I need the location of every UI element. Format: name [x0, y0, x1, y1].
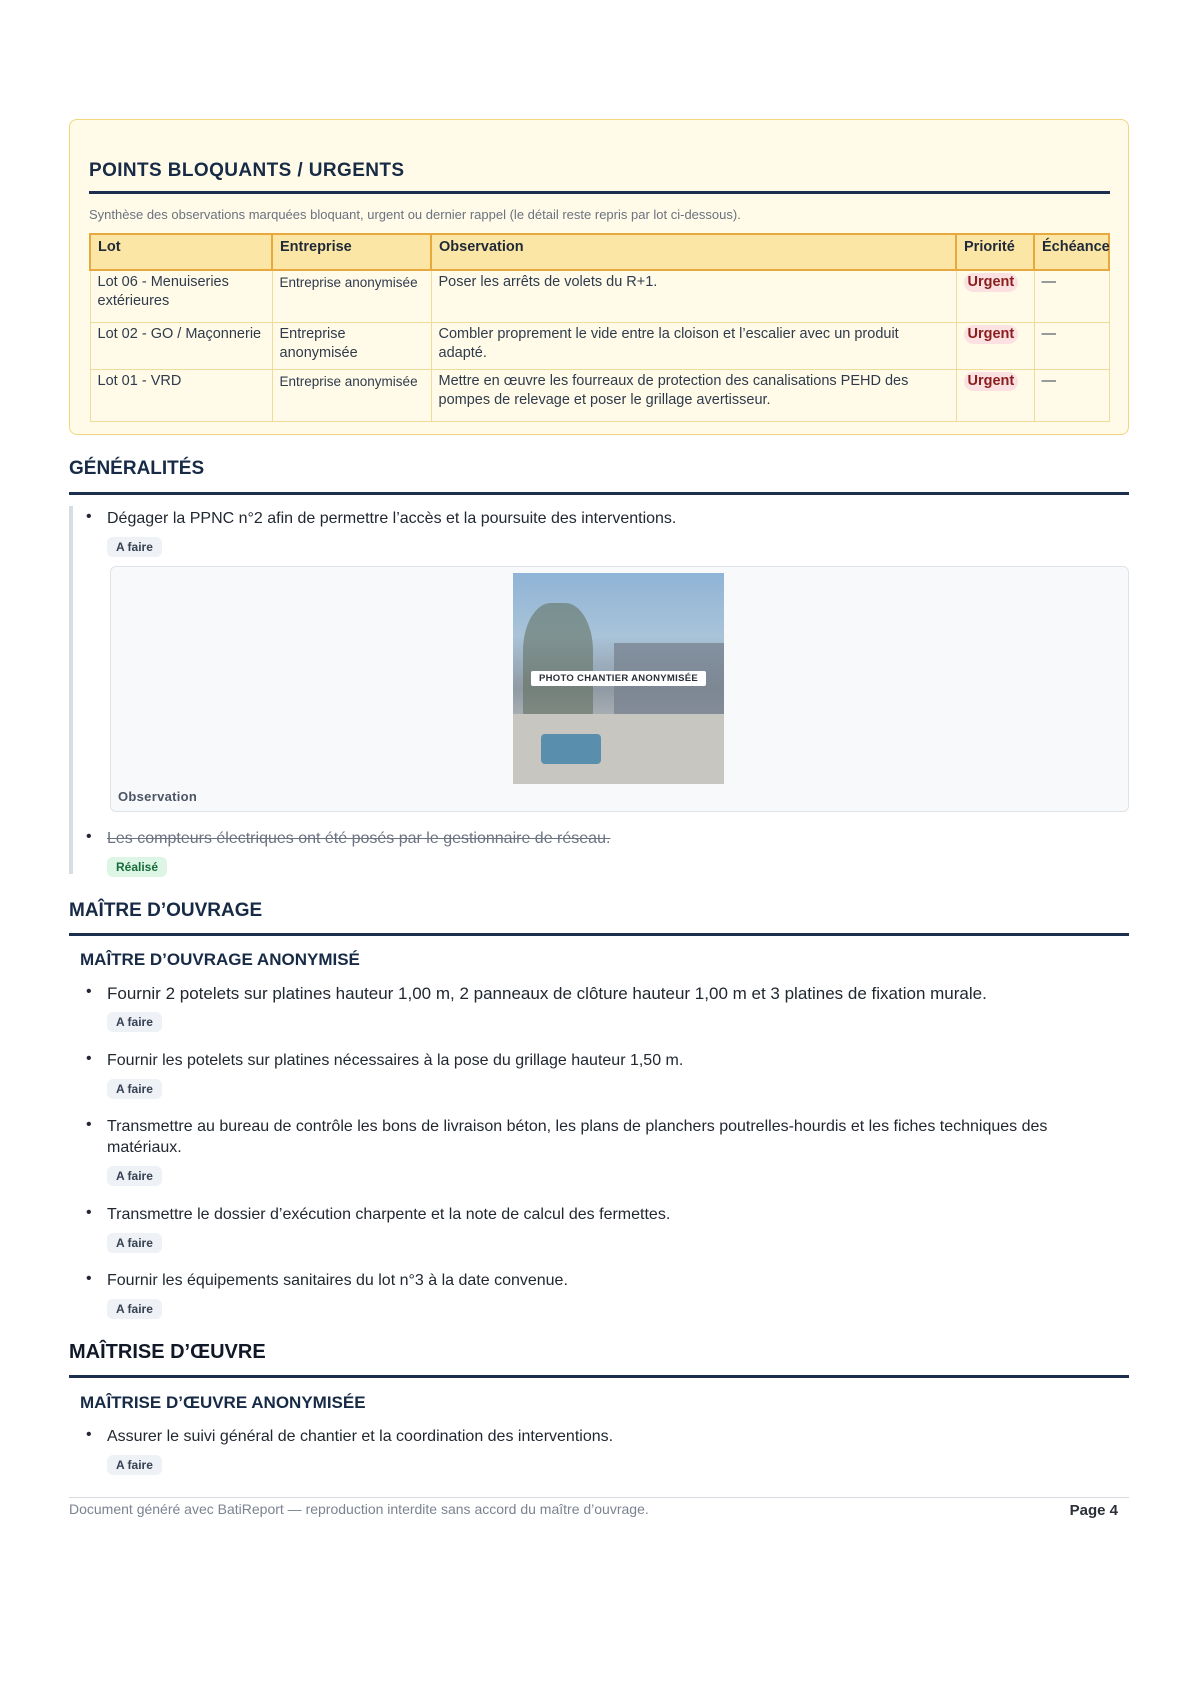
cell-priorite [956, 270, 1034, 322]
cell-entreprise: Entreprise anonymisée [272, 369, 431, 421]
photo-caption: Observation [118, 789, 198, 804]
table-header-row [90, 234, 1109, 270]
cell-priorite [956, 322, 1034, 369]
bullet: • [86, 1270, 92, 1287]
item-text: Transmettre au bureau de contrôle les bons de livraison béton, les plans de planchers poutrelles-hourdis et les fiches techniques des matériaux. [107, 1118, 1048, 1156]
photo-object-shape [541, 734, 601, 764]
table-row [90, 322, 1109, 369]
list-item [86, 983, 1126, 1032]
column-header-lot: Lot [90, 234, 272, 270]
status-badge: A faire [107, 1299, 162, 1319]
cell-observation: Poser les arrêts de volets du R+1. [431, 270, 956, 322]
section-title-moa: MAÎTRE D’OUVRAGE [69, 900, 263, 921]
bullet: • [86, 1050, 92, 1067]
photo-label: PHOTO CHANTIER ANONYMISÉE [531, 671, 706, 686]
table-row [90, 369, 1109, 421]
footer-text: Document généré avec BatiReport — reproduction interdite sans accord du maître d’ouvrage. [69, 1501, 649, 1517]
item-text: Fournir 2 potelets sur platines hauteur 1,00 m, 2 panneaux de clôture hauteur 1,00 m et 3 platines de fixation murale. [107, 984, 987, 1003]
status-badge: A faire [107, 1079, 162, 1099]
status-badge: A faire [107, 1455, 162, 1475]
item-text: Assurer le suivi général de chantier et la coordination des interventions. [107, 1428, 614, 1445]
list-item [86, 1050, 1126, 1099]
item-text: Transmettre le dossier d’exécution charpente et la note de calcul des fermettes. [107, 1206, 671, 1223]
item-text: Dégager la PPNC n°2 afin de permettre l’accès et la poursuite des interventions. [107, 510, 677, 527]
urgent-badge: Urgent [964, 325, 1019, 344]
cell-entreprise: Entreprise anonymisée [272, 270, 431, 322]
list-item [86, 1426, 1126, 1475]
list-item [86, 1204, 1126, 1253]
cell-entreprise: Entreprise anonymisée [272, 322, 431, 369]
list-item [86, 1270, 1126, 1319]
item-text: Fournir les équipements sanitaires du lot n°3 à la date convenue. [107, 1272, 568, 1289]
photo-card [110, 566, 1129, 812]
status-badge: A faire [107, 1012, 162, 1032]
cell-echeance: — [1034, 369, 1109, 421]
item-text: Les compteurs électriques ont été posés par le gestionnaire de réseau. [107, 830, 611, 847]
bullet: • [86, 1426, 92, 1443]
bullet: • [86, 1204, 92, 1221]
blocking-points-panel [69, 119, 1129, 435]
column-header-observation: Observation [431, 234, 956, 270]
cell-lot: Lot 01 - VRD [90, 369, 272, 421]
cell-echeance: — [1034, 270, 1109, 322]
list-item [86, 1116, 1126, 1186]
column-header-entreprise: Entreprise [272, 234, 431, 270]
cell-observation: Combler proprement le vide entre la cloison et l’escalier avec un produit adapté. [431, 322, 956, 369]
section-divider [69, 933, 1129, 936]
item-text: Fournir les potelets sur platines nécessaires à la pose du grillage hauteur 1,50 m. [107, 1052, 684, 1069]
section-left-bar [69, 506, 73, 874]
subsection-title-moa: MAÎTRE D’OUVRAGE ANONYMISÉ [80, 950, 360, 969]
column-header-echeance: Échéance [1034, 234, 1109, 270]
table-row [90, 270, 1109, 322]
list-item [86, 828, 1126, 877]
list-item [86, 508, 1126, 557]
blocking-points-title: POINTS BLOQUANTS / URGENTS [89, 160, 405, 181]
bullet: • [86, 1116, 92, 1133]
cell-echeance: — [1034, 322, 1109, 369]
section-title-generalites: GÉNÉRALITÉS [69, 458, 205, 479]
cell-priorite [956, 369, 1034, 421]
site-photo[interactable] [513, 573, 724, 784]
cell-lot: Lot 02 - GO / Maçonnerie [90, 322, 272, 369]
blocking-points-note: Synthèse des observations marquées bloquant, urgent ou dernier rappel (le détail reste repris par lot ci-dessous). [89, 207, 741, 222]
photo-tree-shape [523, 603, 593, 723]
urgent-badge: Urgent [964, 372, 1019, 391]
divider [89, 191, 1110, 194]
bullet: • [86, 508, 92, 525]
footer-divider [69, 1497, 1129, 1498]
cell-observation: Mettre en œuvre les fourreaux de protection des canalisations PEHD des pompes de relevage et poser le grillage avertisseur. [431, 369, 956, 421]
status-badge: A faire [107, 537, 162, 557]
page-number: Page 4 [1069, 1502, 1118, 1519]
bullet: • [86, 983, 92, 1000]
bullet: • [86, 828, 92, 845]
status-badge: Réalisé [107, 857, 167, 877]
column-header-priorite: Priorité [956, 234, 1034, 270]
cell-lot: Lot 06 - Menuiseries extérieures [90, 270, 272, 322]
section-divider [69, 492, 1129, 495]
subsection-title-moe: MAÎTRISE D’ŒUVRE ANONYMISÉE [80, 1393, 366, 1412]
section-title-moe: MAÎTRISE D’ŒUVRE [69, 1341, 266, 1363]
urgent-badge: Urgent [964, 273, 1019, 292]
section-divider [69, 1375, 1129, 1378]
status-badge: A faire [107, 1166, 162, 1186]
blocking-points-table [89, 233, 1110, 422]
status-badge: A faire [107, 1233, 162, 1253]
